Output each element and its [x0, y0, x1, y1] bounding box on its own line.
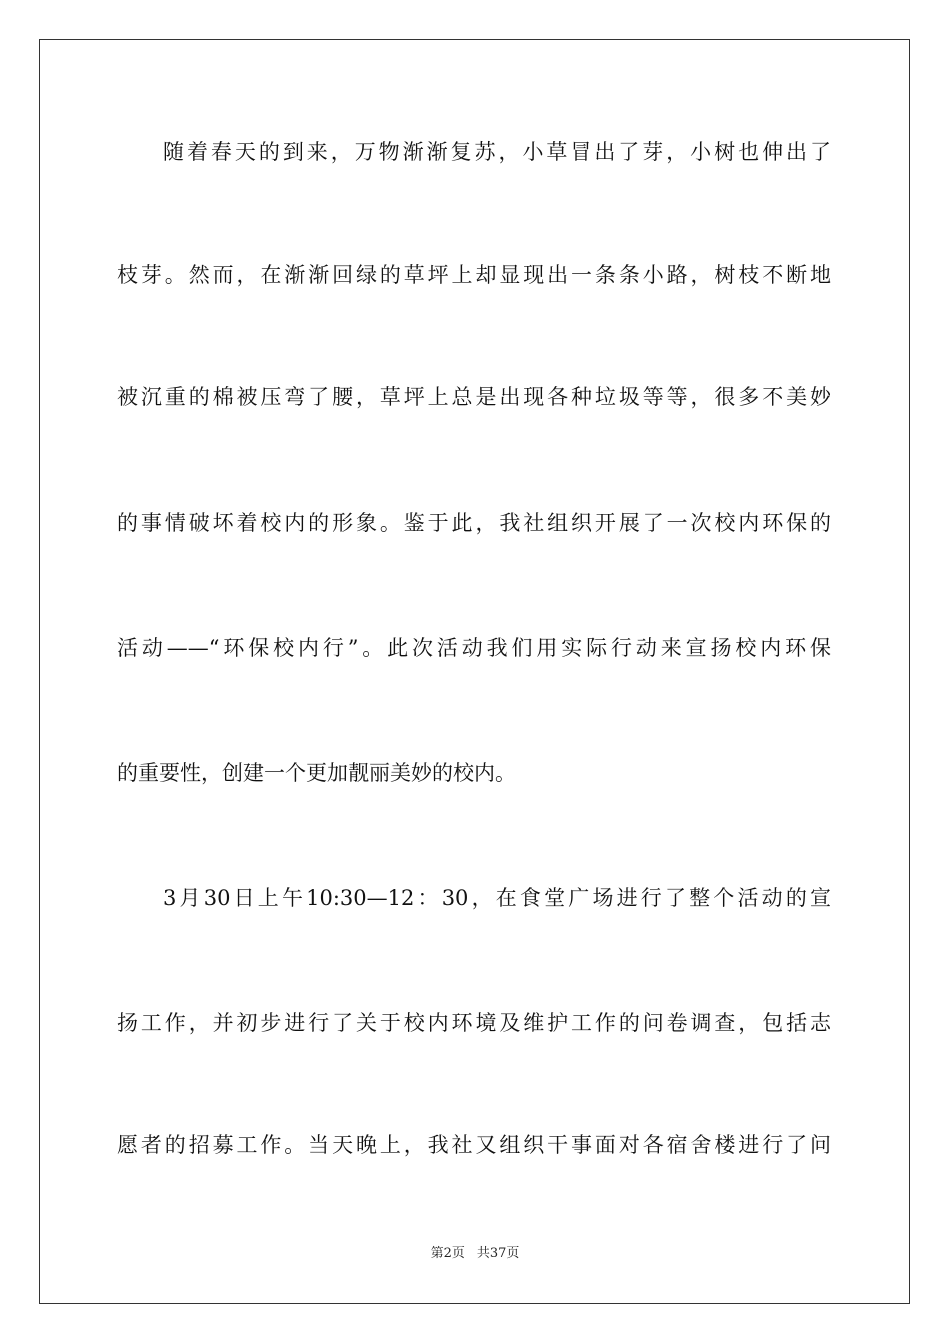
paragraph-1-line-5: 活动——“环保校内行”。此次活动我们用实际行动来宣扬校内环保 [117, 636, 831, 660]
paragraph-1-line-3: 被沉重的棉被压弯了腰，草坪上总是出现各种垃圾等等，很多不美妙 [117, 385, 831, 409]
paragraph-1-line-4: 的事情破坏着校内的形象。鉴于此，我社组织开展了一次校内环保的 [117, 511, 831, 535]
paragraph-2-line-2: 扬工作，并初步进行了关于校内环境及维护工作的问卷调查，包括志 [117, 1011, 831, 1035]
paragraph-1-line-2: 枝芽。然而，在渐渐回绿的草坪上却显现出一条条小路，树枝不断地 [117, 263, 831, 287]
paragraph-1-line-1: 随着春天的到来，万物渐渐复苏，小草冒出了芽，小树也伸出了 [163, 140, 831, 164]
page-border [39, 39, 910, 1304]
paragraph-1-line-6: 的重要性，创建一个更加靓丽美妙的校内。 [117, 761, 516, 785]
paragraph-2-line-1: 3月30日上午10:30—12：30，在食堂广场进行了整个活动的宣 [163, 886, 831, 910]
paragraph-2-line-3: 愿者的招募工作。当天晚上，我社又组织干事面对各宿舍楼进行了问 [117, 1133, 831, 1157]
page-total: 共37页 [476, 1246, 520, 1261]
page-number: 第2页 [430, 1246, 465, 1261]
page-footer [0, 1245, 950, 1263]
